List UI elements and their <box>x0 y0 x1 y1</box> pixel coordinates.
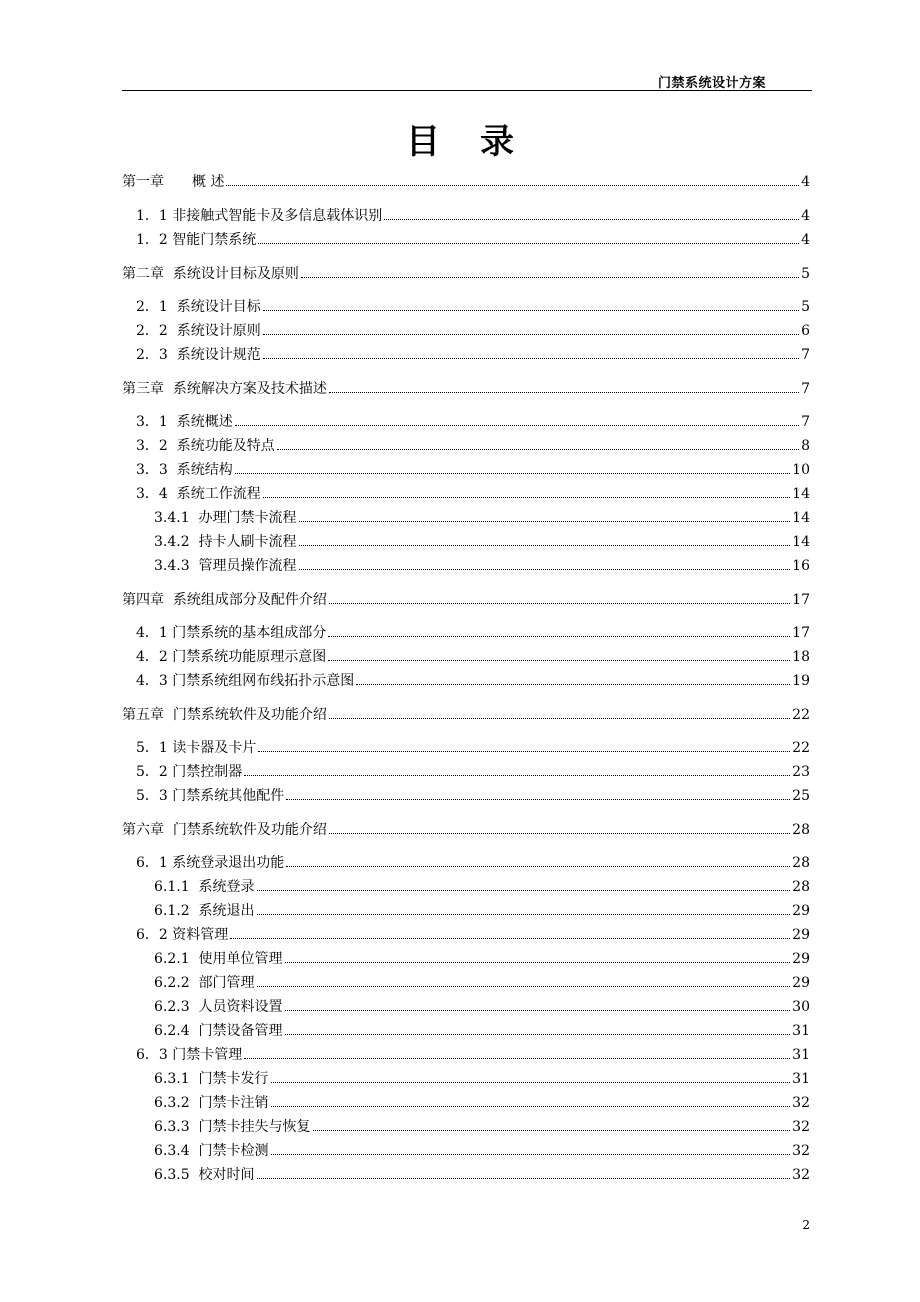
toc-entry-label: 5．3 门禁系统其他配件 <box>136 788 285 804</box>
toc-entry[interactable] <box>136 346 810 364</box>
toc-entry-label: 1．1 非接触式智能卡及多信息载体识别 <box>136 208 383 224</box>
toc-leader-dots <box>257 889 791 891</box>
toc-leader-dots <box>263 496 790 498</box>
toc-entry-label: 3.4.1 办理门禁卡流程 <box>154 510 297 526</box>
toc-entry-label: 3．4 系统工作流程 <box>136 486 261 502</box>
toc-entry-page: 32 <box>792 1167 810 1183</box>
toc-entry-page: 29 <box>792 975 810 991</box>
toc-leader-dots <box>285 1009 791 1011</box>
toc-leader-dots <box>258 750 790 752</box>
toc-entry-label: 第三章 系统解决方案及技术描述 <box>122 381 327 397</box>
toc-entry[interactable] <box>136 763 810 781</box>
toc-entry-page: 7 <box>801 381 810 397</box>
toc-entry[interactable] <box>154 878 810 896</box>
toc-entry-label: 6.1.2 系统退出 <box>154 903 255 919</box>
toc-entry[interactable] <box>136 787 810 805</box>
toc-leader-dots <box>328 659 790 661</box>
toc-leader-dots <box>313 1129 791 1131</box>
toc-entry-page: 31 <box>792 1023 810 1039</box>
toc-entry[interactable] <box>136 298 810 316</box>
toc-leader-dots <box>277 448 799 450</box>
toc-leader-dots <box>257 913 791 915</box>
toc-entry-label: 3.4.2 持卡人刷卡流程 <box>154 534 297 550</box>
toc-entry[interactable] <box>154 1166 810 1184</box>
toc-leader-dots <box>230 937 790 939</box>
toc-leader-dots <box>271 1153 791 1155</box>
toc-entry-page: 28 <box>792 822 810 838</box>
toc-entry-page: 6 <box>801 323 810 339</box>
toc-entry[interactable] <box>122 380 810 398</box>
toc-leader-dots <box>263 309 799 311</box>
toc-entry[interactable] <box>154 1022 810 1040</box>
toc-entry-label: 3．3 系统结构 <box>136 462 233 478</box>
toc-entry-page: 31 <box>792 1047 810 1063</box>
toc-entry[interactable] <box>122 173 810 191</box>
toc-entry-page: 22 <box>792 740 810 756</box>
toc-entry-label: 6．1 系统登录退出功能 <box>136 855 285 871</box>
toc-entry-page: 16 <box>792 558 810 574</box>
toc-leader-dots <box>235 424 799 426</box>
toc-title: 目录 <box>406 122 554 162</box>
toc-leader-dots <box>271 1105 791 1107</box>
toc-entry[interactable] <box>122 265 810 283</box>
toc-entry[interactable] <box>136 461 810 479</box>
toc-entry-label: 6.3.4 门禁卡检测 <box>154 1143 269 1159</box>
toc-entry-page: 14 <box>792 510 810 526</box>
toc-entry-page: 14 <box>792 486 810 502</box>
toc-entry[interactable] <box>154 1118 810 1136</box>
toc-leader-dots <box>263 357 799 359</box>
toc-entry[interactable] <box>154 533 810 551</box>
toc-entry-page: 5 <box>801 299 810 315</box>
toc-leader-dots <box>329 602 790 604</box>
toc-entry-label: 3.4.3 管理员操作流程 <box>154 558 297 574</box>
toc-entry-label: 6．2 资料管理 <box>136 927 229 943</box>
toc-entry-page: 8 <box>801 438 810 454</box>
toc-entry[interactable] <box>154 509 810 527</box>
toc-entry-label: 5．2 门禁控制器 <box>136 764 243 780</box>
toc-entry[interactable] <box>136 854 810 872</box>
toc-entry[interactable] <box>154 1142 810 1160</box>
toc-entry[interactable] <box>154 557 810 575</box>
toc-entry-page: 4 <box>801 208 810 224</box>
toc-entry-label: 6.3.2 门禁卡注销 <box>154 1095 269 1111</box>
toc-entry-label: 6.1.1 系统登录 <box>154 879 255 895</box>
toc-leader-dots <box>258 242 799 244</box>
toc-entry-page: 18 <box>792 649 810 665</box>
toc-entry[interactable] <box>154 998 810 1016</box>
toc-leader-dots <box>285 961 791 963</box>
toc-entry-label: 6.3.3 门禁卡挂失与恢复 <box>154 1119 311 1135</box>
toc-entry[interactable] <box>136 624 810 642</box>
toc-entry-page: 17 <box>792 625 810 641</box>
toc-entry-label: 2．2 系统设计原则 <box>136 323 261 339</box>
toc-entry-page: 32 <box>792 1143 810 1159</box>
toc-entry[interactable] <box>136 485 810 503</box>
toc-leader-dots <box>299 544 791 546</box>
toc-entry-page: 28 <box>792 879 810 895</box>
toc-entry[interactable] <box>154 902 810 920</box>
toc-entry-label: 6．3 门禁卡管理 <box>136 1047 243 1063</box>
toc-entry-label: 4．2 门禁系统功能原理示意图 <box>136 649 327 665</box>
toc-entry-label: 3．1 系统概述 <box>136 414 233 430</box>
toc-entry-label: 第四章 系统组成部分及配件介绍 <box>122 592 327 608</box>
toc-leader-dots <box>285 1033 791 1035</box>
toc-entry-label: 4．1 门禁系统的基本组成部分 <box>136 625 327 641</box>
toc-entry-page: 25 <box>792 788 810 804</box>
toc-entry[interactable] <box>136 413 810 431</box>
toc-leader-dots <box>329 832 790 834</box>
toc-entry-page: 17 <box>792 592 810 608</box>
toc-leader-dots <box>384 218 799 220</box>
toc-leader-dots <box>226 184 799 186</box>
toc-entry-page: 28 <box>792 855 810 871</box>
toc-entry-page: 7 <box>801 347 810 363</box>
toc-entry[interactable] <box>122 591 810 609</box>
toc-leader-dots <box>301 276 799 278</box>
toc-entry-label: 5．1 读卡器及卡片 <box>136 740 257 756</box>
toc-entry-page: 29 <box>792 927 810 943</box>
toc-leader-dots <box>244 1057 790 1059</box>
toc-entry-label: 6.3.1 门禁卡发行 <box>154 1071 269 1087</box>
toc-entry-label: 第二章 系统设计目标及原则 <box>122 266 299 282</box>
toc-entry-label: 2．1 系统设计目标 <box>136 299 261 315</box>
toc-entry-page: 22 <box>792 707 810 723</box>
toc-leader-dots <box>329 391 799 393</box>
toc-entry-page: 30 <box>792 999 810 1015</box>
toc-leader-dots <box>286 865 790 867</box>
toc-entry-label: 第一章 概 述 <box>122 174 225 190</box>
toc-entry-label: 第五章 门禁系统软件及功能介绍 <box>122 707 327 723</box>
toc-entry-page: 4 <box>801 232 810 248</box>
toc-entry-page: 32 <box>792 1095 810 1111</box>
toc-entry-page: 29 <box>792 951 810 967</box>
toc-entry[interactable] <box>136 231 810 249</box>
toc-leader-dots <box>356 683 790 685</box>
toc-leader-dots <box>271 1081 791 1083</box>
toc-entry-label: 3．2 系统功能及特点 <box>136 438 275 454</box>
toc-entry[interactable] <box>154 974 810 992</box>
toc-leader-dots <box>299 520 791 522</box>
toc-entry-page: 31 <box>792 1071 810 1087</box>
toc-entry[interactable] <box>154 1070 810 1088</box>
toc-entry-label: 6.2.2 部门管理 <box>154 975 255 991</box>
toc-entry[interactable] <box>136 1046 810 1064</box>
toc-entry[interactable] <box>136 739 810 757</box>
toc-entry-page: 23 <box>792 764 810 780</box>
toc-entry-label: 6.2.3 人员资料设置 <box>154 999 283 1015</box>
toc-entry[interactable] <box>154 1094 810 1112</box>
toc-entry-page: 32 <box>792 1119 810 1135</box>
toc-entry-page: 7 <box>801 414 810 430</box>
toc-entry-page: 4 <box>801 174 810 190</box>
toc-entry-label: 6.2.1 使用单位管理 <box>154 951 283 967</box>
toc-entry-label: 6.3.5 校对时间 <box>154 1167 255 1183</box>
toc-leader-dots <box>329 717 790 719</box>
toc-entry[interactable] <box>136 207 810 225</box>
toc-entry-label: 1．2 智能门禁系统 <box>136 232 257 248</box>
toc-entry[interactable] <box>122 706 810 724</box>
toc-entry-page: 14 <box>792 534 810 550</box>
toc-entry-label: 4．3 门禁系统组网布线拓扑示意图 <box>136 673 355 689</box>
toc-entry[interactable] <box>136 437 810 455</box>
header-doc-title: 门禁系统设计方案 <box>657 76 766 91</box>
toc-entry[interactable] <box>154 950 810 968</box>
toc-leader-dots <box>244 774 790 776</box>
toc-entry-label: 第六章 门禁系统软件及功能介绍 <box>122 822 327 838</box>
toc-entry-page: 10 <box>792 462 810 478</box>
toc-entry-page: 29 <box>792 903 810 919</box>
toc-leader-dots <box>328 635 790 637</box>
toc-entry[interactable] <box>136 322 810 340</box>
footer-page-number: 2 <box>802 1218 810 1232</box>
toc-entry-label: 6.2.4 门禁设备管理 <box>154 1023 283 1039</box>
toc-entry[interactable] <box>136 926 810 944</box>
toc-entry[interactable] <box>122 821 810 839</box>
toc-leader-dots <box>235 472 790 474</box>
toc-entry-page: 5 <box>801 266 810 282</box>
toc-entry[interactable] <box>136 648 810 666</box>
toc-leader-dots <box>257 985 791 987</box>
toc-entry-label: 2．3 系统设计规范 <box>136 347 261 363</box>
toc-entry-page: 19 <box>792 673 810 689</box>
toc-leader-dots <box>263 333 799 335</box>
toc-entry[interactable] <box>136 672 810 690</box>
toc-leader-dots <box>299 568 791 570</box>
toc-leader-dots <box>257 1177 791 1179</box>
toc-leader-dots <box>286 798 790 800</box>
